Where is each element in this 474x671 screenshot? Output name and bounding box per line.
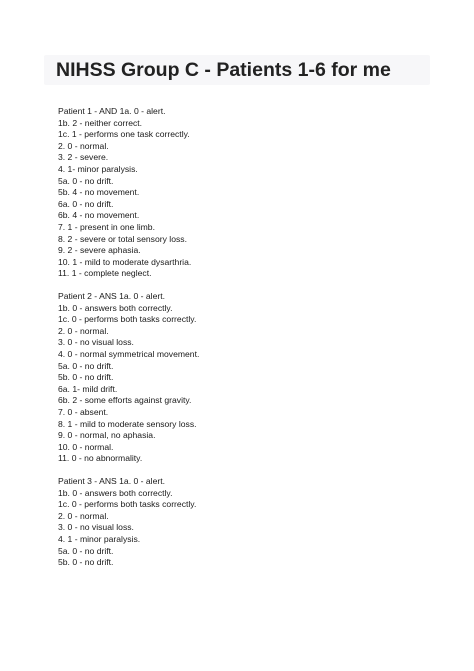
score-line: 3. 2 - severe. <box>58 152 109 163</box>
score-line: 1c. 0 - performs both tasks correctly. <box>58 314 197 325</box>
score-line: 2. 0 - normal. <box>58 325 109 336</box>
score-line: 4. 1- minor paralysis. <box>58 163 138 174</box>
patient-heading: Patient 1 - AND 1a. 0 - alert. <box>58 106 166 116</box>
page-title: NIHSS Group C - Patients 1-6 for me <box>56 59 391 81</box>
score-line: 1c. 0 - performs both tasks correctly. <box>58 499 197 510</box>
score-line: 9. 0 - normal, no aphasia. <box>58 430 156 441</box>
score-line: 1c. 1 - performs one task correctly. <box>58 129 190 140</box>
score-line: 2. 0 - normal. <box>58 510 109 521</box>
score-line: 8. 2 - severe or total sensory loss. <box>58 233 187 244</box>
patient-3-section <box>58 476 196 569</box>
score-line: 7. 1 - present in one limb. <box>58 221 155 232</box>
score-line: 6b. 4 - no movement. <box>58 210 140 221</box>
score-line: 6a. 0 - no drift. <box>58 198 114 209</box>
score-line: 5a. 0 - no drift. <box>58 175 114 186</box>
score-line: 5b. 0 - no drift. <box>58 372 114 383</box>
score-line: 10. 1 - mild to moderate dysarthria. <box>58 256 192 267</box>
score-line: 5a. 0 - no drift. <box>58 360 114 371</box>
patient-1-section <box>58 106 191 280</box>
score-line: 11. 1 - complete neglect. <box>58 268 152 279</box>
score-line: 2. 0 - normal. <box>58 140 109 151</box>
score-line: 8. 1 - mild to moderate sensory loss. <box>58 418 197 429</box>
score-line: 11. 0 - no abnormality. <box>58 453 143 464</box>
score-line: 9. 2 - severe aphasia. <box>58 245 141 256</box>
score-line: 1b. 0 - answers both correctly. <box>58 487 173 498</box>
score-line: 6a. 1- mild drift. <box>58 383 118 394</box>
score-line: 3. 0 - no visual loss. <box>58 337 134 348</box>
score-line: 4. 0 - normal symmetrical movement. <box>58 348 200 359</box>
score-line: 7. 0 - absent. <box>58 406 109 417</box>
score-line: 1b. 2 - neither correct. <box>58 117 143 128</box>
patient-heading: Patient 3 - ANS 1a. 0 - alert. <box>58 476 165 486</box>
score-line: 4. 1 - minor paralysis. <box>58 533 141 544</box>
score-line: 1b. 0 - answers both correctly. <box>58 302 173 313</box>
score-line: 5b. 4 - no movement. <box>58 187 140 198</box>
score-line: 3. 0 - no visual loss. <box>58 522 134 533</box>
patient-2-section <box>58 291 199 465</box>
score-line: 5a. 0 - no drift. <box>58 545 114 556</box>
score-line: 6b. 2 - some efforts against gravity. <box>58 395 192 406</box>
patient-heading: Patient 2 - ANS 1a. 0 - alert. <box>58 291 165 301</box>
score-line: 10. 0 - normal. <box>58 441 114 452</box>
score-line: 5b. 0 - no drift. <box>58 557 114 568</box>
